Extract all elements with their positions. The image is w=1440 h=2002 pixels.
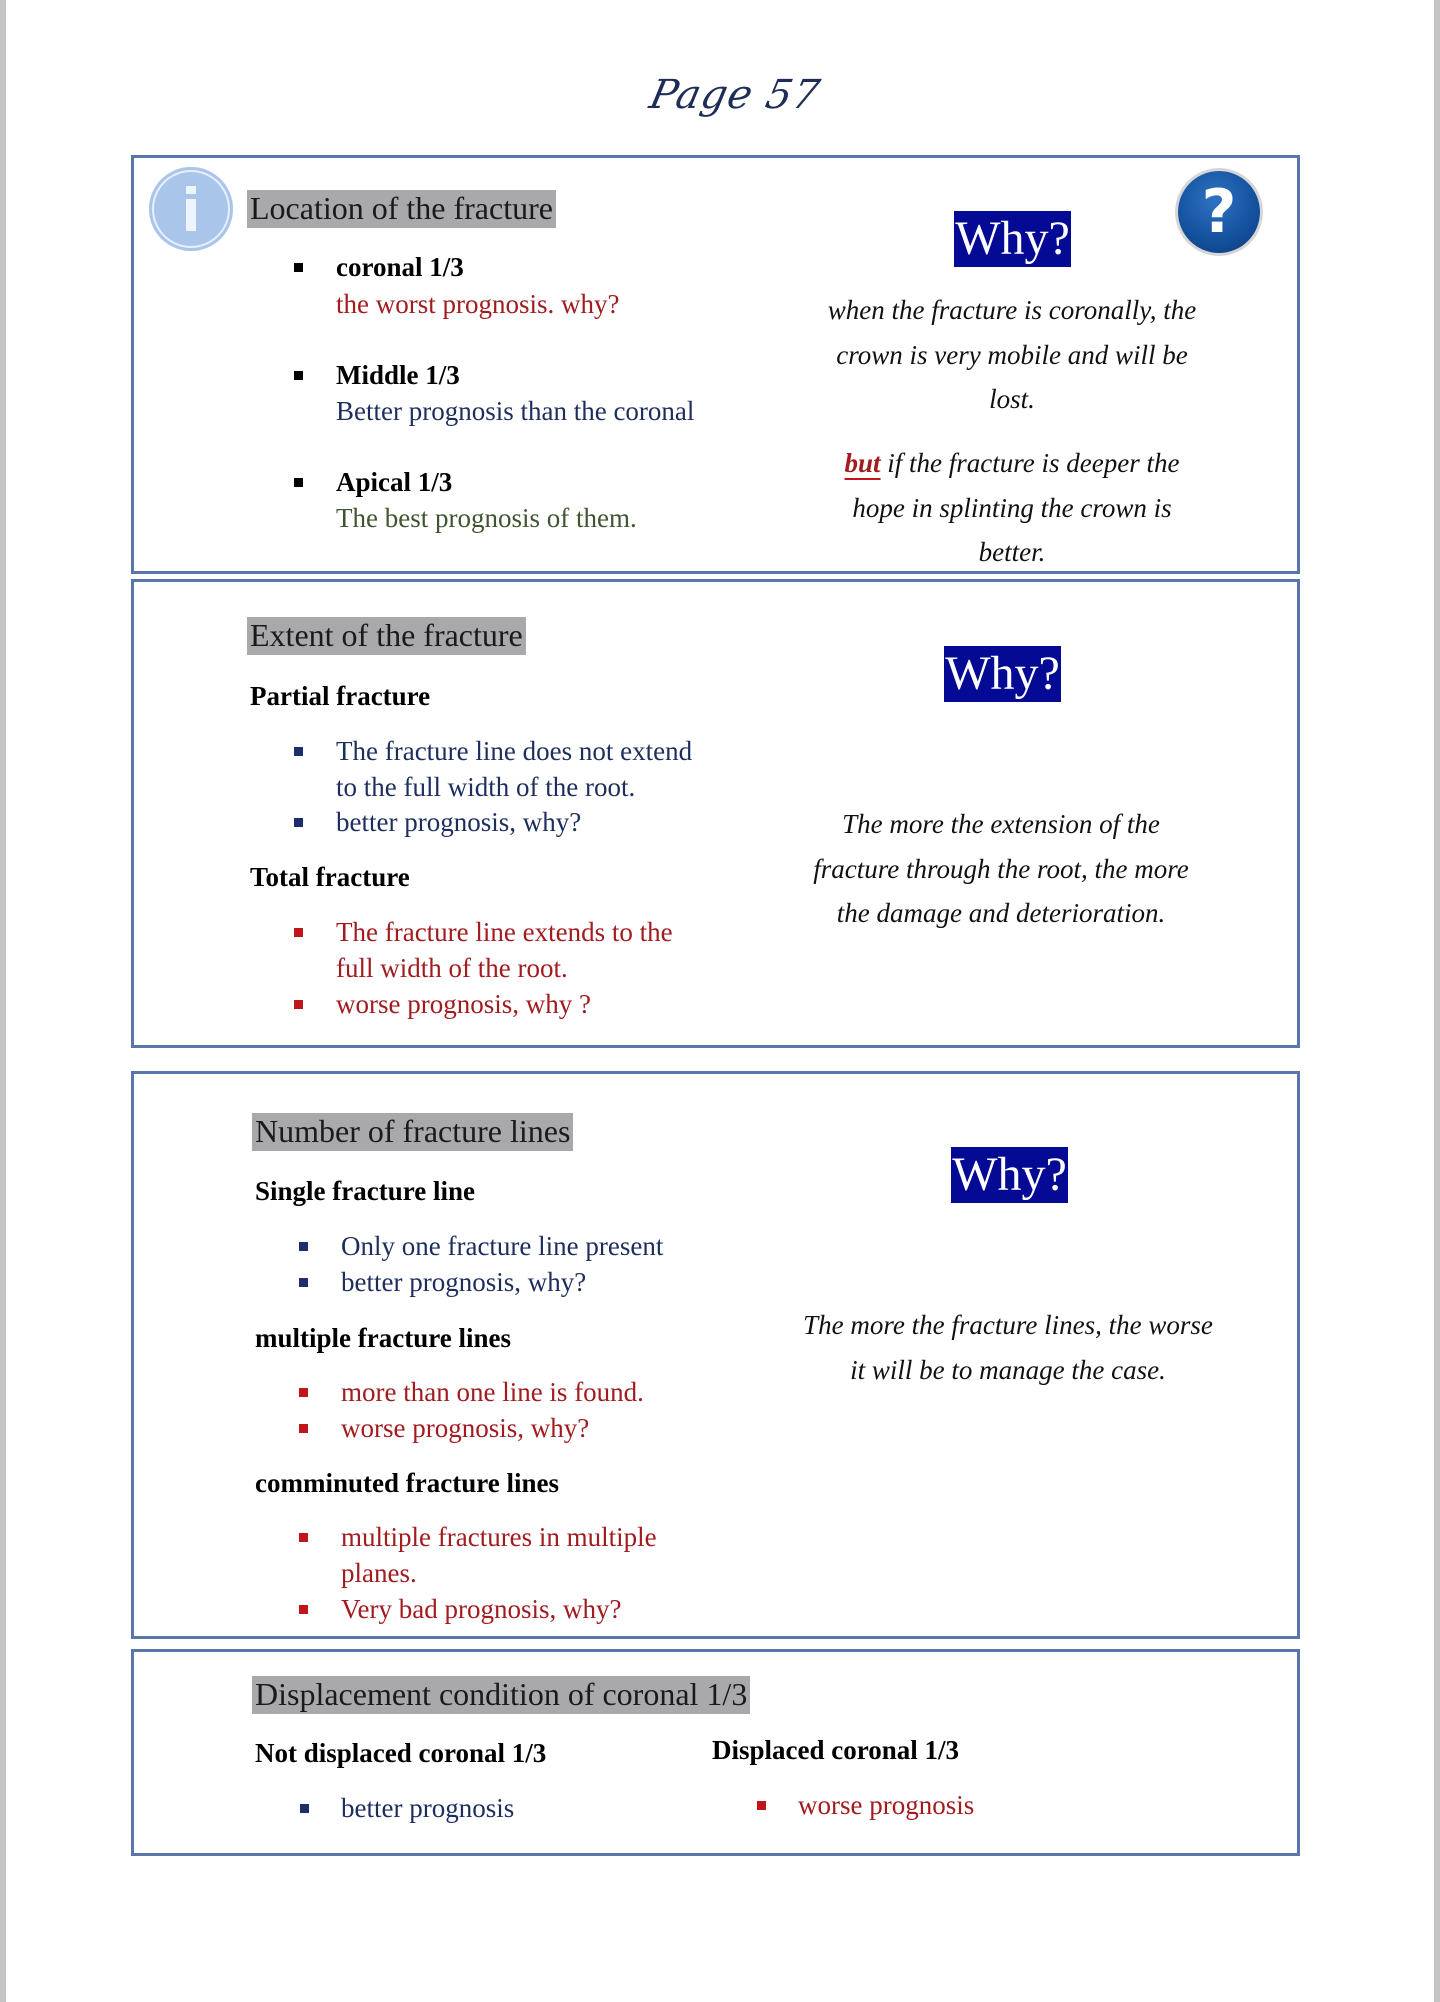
- answer-text: if the fracture is deeper the: [880, 448, 1180, 478]
- bullet: [300, 1804, 309, 1813]
- list-item: better prognosis: [341, 1793, 515, 1823]
- group-title: Total fracture: [250, 862, 410, 892]
- bullet: [294, 371, 303, 380]
- group-title: multiple fracture lines: [255, 1323, 511, 1353]
- section-heading: Location of the fracture: [247, 190, 556, 228]
- bullet: [299, 1388, 308, 1397]
- answer-line: when the fracture is coronally, the: [827, 295, 1197, 325]
- item-desc: the worst prognosis. why?: [336, 289, 620, 319]
- bullet: [294, 263, 303, 272]
- page-edge-right: [1434, 0, 1440, 2002]
- group-title: Displaced coronal 1/3: [712, 1735, 960, 1765]
- list-item: planes.: [341, 1558, 417, 1588]
- section-heading: Extent of the fracture: [247, 617, 526, 655]
- list-item: worse prognosis: [798, 1790, 975, 1820]
- group-title: Single fracture line: [255, 1176, 475, 1206]
- bullet: [294, 747, 303, 756]
- answer-line: it will be to manage the case.: [850, 1355, 1166, 1385]
- list-item: The fracture line does not extend: [336, 736, 693, 766]
- bullet: [299, 1533, 308, 1542]
- group-title: Partial fracture: [250, 681, 431, 711]
- list-item: full width of the root.: [336, 953, 568, 983]
- page-edge-left: [0, 0, 6, 2002]
- bullet: [294, 928, 303, 937]
- why-badge: Why?: [952, 1148, 1067, 1201]
- bullet: [299, 1605, 308, 1614]
- group-title: comminuted fracture lines: [255, 1468, 559, 1498]
- why-badge: Why?: [945, 647, 1060, 700]
- answer-line: better.: [978, 537, 1046, 567]
- answer-line: crown is very mobile and will be: [836, 340, 1188, 370]
- list-item: worse prognosis, why?: [341, 1413, 590, 1443]
- bullet: [294, 478, 303, 487]
- group-title: Not displaced coronal 1/3: [255, 1738, 547, 1768]
- answer-line: hope in splinting the crown is: [852, 493, 1172, 523]
- item-title: Middle 1/3: [336, 360, 460, 390]
- list-item: better prognosis, why?: [336, 807, 582, 837]
- list-item: worse prognosis, why ?: [336, 989, 591, 1019]
- list-item: more than one line is found.: [341, 1377, 644, 1407]
- info-icon-stem: [186, 199, 196, 231]
- bullet: [299, 1242, 308, 1251]
- answer-line: fracture through the root, the more: [813, 854, 1189, 884]
- question-mark-icon: ?: [1178, 171, 1260, 253]
- info-icon: [149, 167, 233, 251]
- emphasis-but: but: [844, 448, 881, 478]
- page-number: Page 57: [645, 72, 825, 118]
- bullet: [299, 1278, 308, 1287]
- list-item: Very bad prognosis, why?: [341, 1594, 622, 1624]
- list-item: multiple fractures in multiple: [341, 1522, 657, 1552]
- bullet: [757, 1801, 766, 1810]
- answer-line: the damage and deterioration.: [836, 898, 1166, 928]
- list-item: Only one fracture line present: [341, 1231, 664, 1261]
- list-item: better prognosis, why?: [341, 1267, 587, 1297]
- answer-line: [780, 450, 1244, 477]
- list-item: The fracture line extends to the: [336, 917, 673, 947]
- answer-line: lost.: [989, 384, 1035, 414]
- bullet: [299, 1424, 308, 1433]
- answer-line: The more the fracture lines, the worse: [803, 1310, 1213, 1340]
- bullet: [294, 818, 303, 827]
- item-title: Apical 1/3: [336, 467, 453, 497]
- answer-line: The more the extension of the: [842, 809, 1160, 839]
- item-desc: The best prognosis of them.: [336, 503, 637, 533]
- section-heading: Number of fracture lines: [252, 1113, 573, 1151]
- item-desc: Better prognosis than the coronal: [336, 396, 695, 426]
- section-heading: Displacement condition of coronal 1/3: [252, 1676, 750, 1714]
- item-title: coronal 1/3: [336, 252, 464, 282]
- info-icon-dot: [186, 186, 196, 194]
- list-item: to the full width of the root.: [336, 772, 636, 802]
- bullet: [294, 1000, 303, 1009]
- why-badge: Why?: [955, 212, 1070, 265]
